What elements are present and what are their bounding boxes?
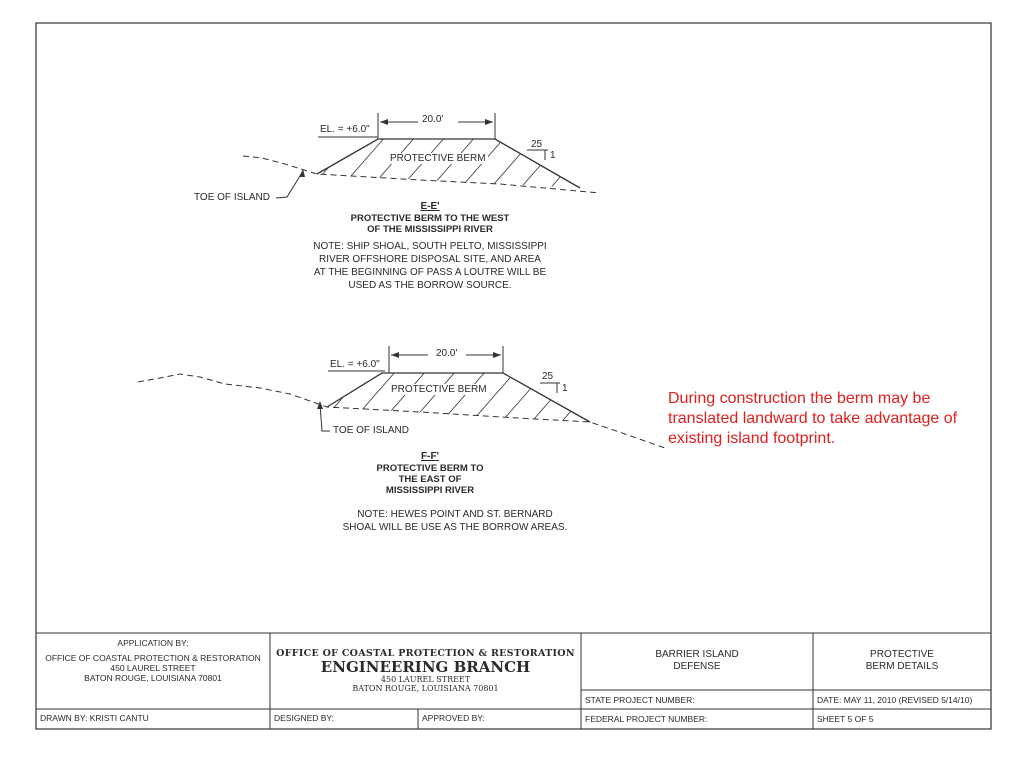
application-by-label: APPLICATION BY:	[117, 638, 189, 648]
section-f-caption	[340, 451, 520, 496]
application-by-block	[40, 638, 266, 683]
state-project-number: STATE PROJECT NUMBER:	[585, 695, 695, 705]
section-f-slope-rise: 1	[562, 383, 568, 394]
application-office: OFFICE OF COASTAL PROTECTION & RESTORATION	[45, 653, 261, 663]
office-title: OFFICE OF COASTAL PROTECTION & RESTORATION	[276, 648, 575, 659]
office-city: BATON ROUGE, LOUISIANA 70801	[352, 684, 499, 693]
section-e-note-4: USED AS THE BORROW SOURCE.	[348, 280, 512, 291]
section-f-id: F-F'	[421, 451, 439, 462]
section-e-title-2: OF THE MISSISSIPPI RIVER	[367, 224, 493, 235]
section-e-title-1: PROTECTIVE BERM TO THE WEST	[350, 213, 510, 224]
section-f-toe-label: TOE OF ISLAND	[333, 425, 409, 436]
office-block	[272, 648, 579, 693]
sheet-number: SHEET 5 OF 5	[817, 714, 874, 724]
federal-project-number: FEDERAL PROJECT NUMBER:	[585, 714, 708, 724]
section-f-berm-label: PROTECTIVE BERM	[391, 384, 487, 395]
section-e-berm-label: PROTECTIVE BERM	[390, 153, 486, 164]
section-e-caption	[300, 201, 560, 235]
approved-by-field: APPROVED BY:	[422, 713, 485, 723]
section-e-note-2: RIVER OFFSHORE DISPOSAL SITE, AND AREA	[319, 254, 541, 265]
section-f-elevation-label: EL. = +6.0"	[330, 359, 380, 370]
section-e-id: E-E'	[420, 201, 440, 212]
construction-annotation: During construction the berm may be translated landward to take advantage of existing island footprint.	[668, 390, 958, 447]
section-e-elevation-label: EL. = +6.0"	[320, 124, 370, 135]
sheet-border	[36, 23, 991, 729]
section-f-note-1: NOTE: HEWES POINT AND ST. BERNARD	[357, 509, 553, 520]
section-f-slope-run: 25	[542, 371, 554, 382]
section-e-note	[280, 240, 580, 292]
project-name	[583, 649, 811, 673]
section-e-slope-rise: 1	[550, 150, 556, 161]
application-street: 450 LAUREL STREET	[110, 663, 196, 673]
section-f-note	[310, 508, 600, 534]
section-e-note-3: AT THE BEGINNING OF PASS A LOUTRE WILL BE	[313, 267, 547, 278]
branch-title: ENGINEERING BRANCH	[320, 658, 531, 676]
section-e-note-1: NOTE: SHIP SHOAL, SOUTH PELTO, MISSISSIPPI	[313, 241, 547, 252]
sheet-title	[815, 649, 989, 673]
section-e-slope-run: 25	[531, 139, 543, 150]
project-line-1: BARRIER ISLAND	[655, 649, 739, 660]
section-f-title-3: MISSISSIPPI RIVER	[385, 485, 475, 496]
sheet-title-line-2: BERM DETAILS	[865, 661, 939, 672]
section-f-note-2: SHOAL WILL BE USE AS THE BORROW AREAS.	[342, 522, 568, 533]
section-f-title-1: PROTECTIVE BERM TO	[376, 463, 484, 474]
application-city: BATON ROUGE, LOUISIANA 70801	[84, 673, 222, 683]
office-street: 450 LAUREL STREET	[380, 675, 471, 684]
section-f-width-label: 20.0'	[436, 348, 458, 359]
project-line-2: DEFENSE	[673, 661, 721, 672]
drawn-by-field: DRAWN BY: KRISTI CANTU	[40, 713, 149, 723]
designed-by-field: DESIGNED BY:	[274, 713, 334, 723]
date-field: DATE: MAY 11, 2010 (REVISED 5/14/10)	[817, 695, 973, 705]
section-e-width-label: 20.0'	[422, 114, 444, 125]
section-e-toe-label: TOE OF ISLAND	[194, 192, 270, 203]
section-f-title-2: THE EAST OF	[398, 474, 462, 485]
sheet-title-line-1: PROTECTIVE	[870, 649, 934, 660]
